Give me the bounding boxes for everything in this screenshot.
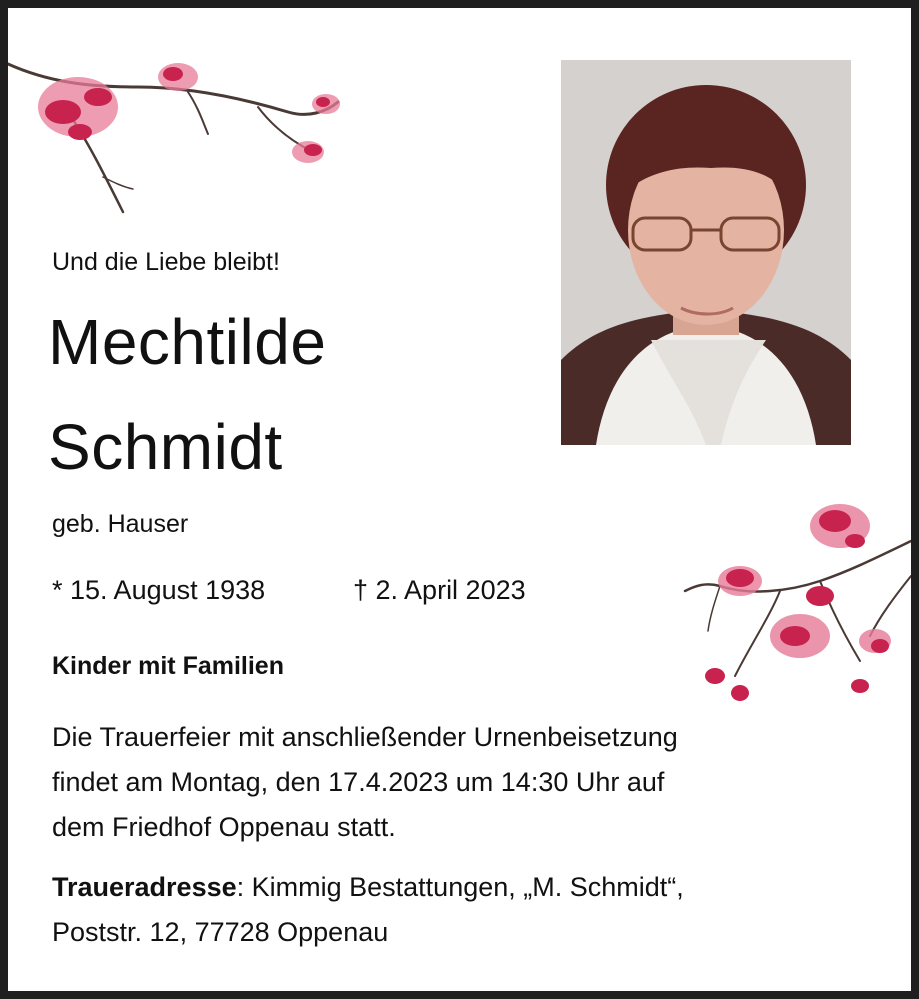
address-line-2: Poststr. 12, 77728 Oppenau [52,917,389,947]
address-line-1 [52,865,852,910]
ceremony-line: Die Trauerfeier mit anschließender Urnenbeisetzung [52,722,678,752]
mourning-address [52,865,852,955]
address-label: Traueradresse [52,872,237,902]
motto-text: Und die Liebe bleibt! [52,248,280,276]
ceremony-announcement [52,715,852,850]
cherry-blossom-branch-right [680,486,911,711]
death-date: † 2. April 2023 [353,575,526,605]
deceased-last-name: Schmidt [48,411,283,483]
birth-date: * 15. August 1938 [52,575,266,605]
deceased-first-name: Mechtilde [48,306,327,378]
ceremony-line: findet am Montag, den 17.4.2023 um 14:30 Uhr auf [52,767,665,797]
mourners-text: Kinder mit Familien [52,652,284,680]
obituary-card [8,8,911,991]
birth-name: geb. Hauser [52,510,189,538]
ceremony-line: dem Friedhof Oppenau statt. [52,812,396,842]
portrait-photo [561,60,851,445]
address-line-1-text: : Kimmig Bestattungen, „M. Schmidt“, [236,872,684,902]
cherry-blossom-branch-top [8,52,353,227]
